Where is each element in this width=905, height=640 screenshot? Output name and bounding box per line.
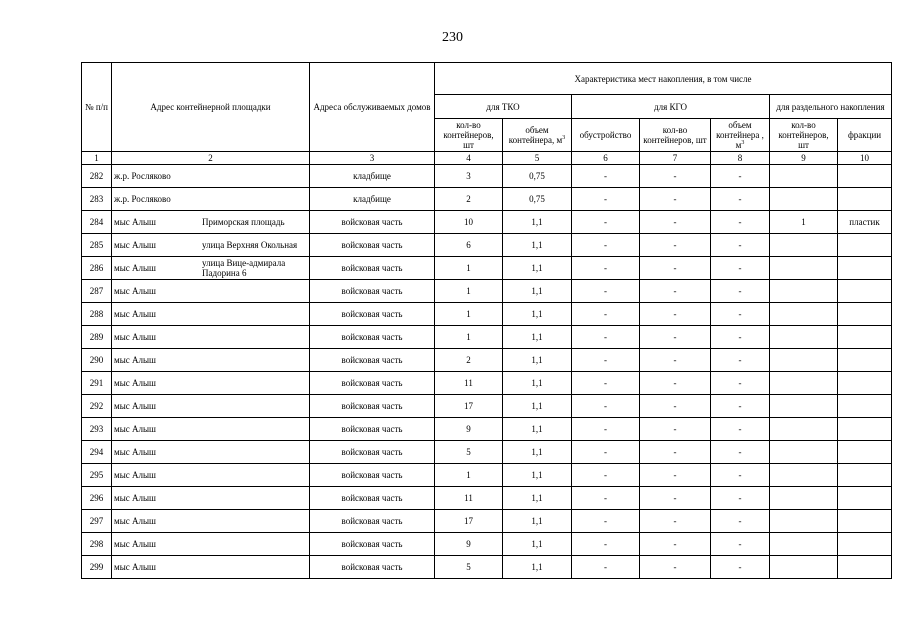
- site-street: Приморская площадь: [202, 217, 285, 227]
- column-number: 4: [435, 152, 503, 165]
- kgo-setup: -: [572, 395, 640, 418]
- row-number: 289: [82, 326, 112, 349]
- header-served: Адреса обслуживаемых домов: [310, 63, 435, 152]
- kgo-volume: -: [711, 556, 770, 579]
- kgo-volume: -: [711, 441, 770, 464]
- header-sep-fraction: фракции: [838, 119, 892, 152]
- kgo-count: -: [640, 441, 711, 464]
- sep-count: [770, 533, 838, 556]
- served-address: кладбище: [310, 188, 435, 211]
- kgo-setup: -: [572, 556, 640, 579]
- served-address: войсковая часть: [310, 303, 435, 326]
- site-address: [112, 441, 310, 464]
- tko-count: 17: [435, 395, 503, 418]
- site-locality: мыс Алыш: [114, 309, 156, 319]
- served-address: войсковая часть: [310, 257, 435, 280]
- served-address: войсковая часть: [310, 464, 435, 487]
- row-number: 298: [82, 533, 112, 556]
- tko-volume: 1,1: [503, 395, 572, 418]
- column-number: 6: [572, 152, 640, 165]
- site-address: [112, 280, 310, 303]
- table-row: [82, 165, 892, 188]
- tko-count: 9: [435, 533, 503, 556]
- kgo-count: -: [640, 188, 711, 211]
- site-address: [112, 211, 310, 234]
- sep-fraction: [838, 280, 892, 303]
- site-address: [112, 349, 310, 372]
- kgo-setup: -: [572, 372, 640, 395]
- tko-volume: 1,1: [503, 372, 572, 395]
- row-number: 288: [82, 303, 112, 326]
- tko-count: 17: [435, 510, 503, 533]
- site-locality: мыс Алыш: [114, 562, 156, 572]
- kgo-count: -: [640, 372, 711, 395]
- tko-count: 1: [435, 257, 503, 280]
- kgo-volume: -: [711, 211, 770, 234]
- row-number: 291: [82, 372, 112, 395]
- table-row: [82, 303, 892, 326]
- sep-fraction: [838, 510, 892, 533]
- kgo-count: -: [640, 556, 711, 579]
- served-address: войсковая часть: [310, 211, 435, 234]
- tko-count: 1: [435, 464, 503, 487]
- header-kgo-volume: [711, 119, 770, 152]
- kgo-count: -: [640, 418, 711, 441]
- table-row: [82, 441, 892, 464]
- tko-volume: 1,1: [503, 326, 572, 349]
- table-row: [82, 326, 892, 349]
- header-tko-count: кол-во контейнеров, шт: [435, 119, 503, 152]
- site-address: [112, 165, 310, 188]
- kgo-volume: -: [711, 188, 770, 211]
- kgo-volume: -: [711, 510, 770, 533]
- site-address: [112, 188, 310, 211]
- sep-count: [770, 280, 838, 303]
- kgo-count: -: [640, 464, 711, 487]
- tko-count: 2: [435, 349, 503, 372]
- kgo-setup: -: [572, 326, 640, 349]
- row-number: 294: [82, 441, 112, 464]
- table-row: [82, 234, 892, 257]
- kgo-count: -: [640, 395, 711, 418]
- kgo-volume: -: [711, 280, 770, 303]
- site-address: [112, 556, 310, 579]
- sep-fraction: [838, 349, 892, 372]
- sep-fraction: пластик: [838, 211, 892, 234]
- sep-count: [770, 441, 838, 464]
- tko-volume: 1,1: [503, 349, 572, 372]
- served-address: войсковая часть: [310, 441, 435, 464]
- sep-fraction: [838, 556, 892, 579]
- header-characteristics: Характеристика мест накопления, в том числе: [435, 63, 892, 95]
- tko-volume: 1,1: [503, 464, 572, 487]
- site-locality: мыс Алыш: [114, 470, 156, 480]
- header-tko-volume-text: объем контейнера, м: [508, 125, 563, 145]
- tko-count: 3: [435, 165, 503, 188]
- kgo-setup: -: [572, 211, 640, 234]
- sep-count: [770, 487, 838, 510]
- kgo-volume: -: [711, 533, 770, 556]
- row-number: 285: [82, 234, 112, 257]
- kgo-setup: -: [572, 464, 640, 487]
- kgo-count: -: [640, 211, 711, 234]
- served-address: войсковая часть: [310, 487, 435, 510]
- site-address: [112, 418, 310, 441]
- sep-count: [770, 349, 838, 372]
- kgo-count: -: [640, 510, 711, 533]
- row-number: 292: [82, 395, 112, 418]
- table-row: [82, 464, 892, 487]
- kgo-volume: -: [711, 349, 770, 372]
- served-address: войсковая часть: [310, 234, 435, 257]
- site-address: [112, 464, 310, 487]
- site-locality: мыс Алыш: [114, 401, 156, 411]
- column-number: 9: [770, 152, 838, 165]
- site-locality: мыс Алыш: [114, 424, 156, 434]
- table-row: [82, 487, 892, 510]
- sep-fraction: [838, 418, 892, 441]
- kgo-volume: -: [711, 234, 770, 257]
- site-locality: мыс Алыш: [114, 493, 156, 503]
- column-number: 7: [640, 152, 711, 165]
- kgo-count: -: [640, 234, 711, 257]
- header-kgo: для КГО: [572, 95, 770, 119]
- sep-count: [770, 234, 838, 257]
- row-number: 290: [82, 349, 112, 372]
- tko-volume: 1,1: [503, 441, 572, 464]
- header-sep-count: кол-во контейнеров, шт: [770, 119, 838, 152]
- row-number: 297: [82, 510, 112, 533]
- served-address: войсковая часть: [310, 418, 435, 441]
- sep-fraction: [838, 234, 892, 257]
- tko-volume: 1,1: [503, 418, 572, 441]
- header-separate: для раздельного накопления: [770, 95, 892, 119]
- site-street: улица Вице-адмирала Падорина 6: [202, 258, 286, 278]
- table-header: [82, 63, 892, 165]
- kgo-count: -: [640, 349, 711, 372]
- kgo-setup: -: [572, 487, 640, 510]
- sep-fraction: [838, 188, 892, 211]
- served-address: войсковая часть: [310, 349, 435, 372]
- site-address: [112, 395, 310, 418]
- header-kgo-volume-text: объем контейнера , м: [716, 120, 764, 150]
- sep-count: [770, 418, 838, 441]
- sep-count: [770, 188, 838, 211]
- site-address: [112, 326, 310, 349]
- site-locality: мыс Алыш: [114, 447, 156, 457]
- column-number: 5: [503, 152, 572, 165]
- kgo-setup: -: [572, 418, 640, 441]
- sep-fraction: [838, 326, 892, 349]
- kgo-count: -: [640, 280, 711, 303]
- sep-count: [770, 165, 838, 188]
- kgo-volume: -: [711, 395, 770, 418]
- sep-fraction: [838, 257, 892, 280]
- served-address: войсковая часть: [310, 326, 435, 349]
- tko-count: 1: [435, 280, 503, 303]
- row-number: 299: [82, 556, 112, 579]
- site-locality: ж.р. Росляково: [114, 194, 171, 204]
- table-row: [82, 395, 892, 418]
- kgo-setup: -: [572, 303, 640, 326]
- kgo-count: -: [640, 487, 711, 510]
- tko-count: 11: [435, 372, 503, 395]
- tko-volume: 1,1: [503, 211, 572, 234]
- column-number: 10: [838, 152, 892, 165]
- tko-volume: 0,75: [503, 165, 572, 188]
- sep-count: [770, 372, 838, 395]
- table-row: [82, 418, 892, 441]
- header-kgo-count: кол-во контейнеров, шт: [640, 119, 711, 152]
- table-row: [82, 349, 892, 372]
- kgo-volume: -: [711, 372, 770, 395]
- kgo-volume: -: [711, 165, 770, 188]
- page-number: 230: [442, 30, 463, 45]
- column-number: 1: [82, 152, 112, 165]
- kgo-volume: -: [711, 418, 770, 441]
- site-address: [112, 372, 310, 395]
- tko-count: 10: [435, 211, 503, 234]
- table-row: [82, 257, 892, 280]
- table-row: [82, 556, 892, 579]
- sep-count: [770, 257, 838, 280]
- row-number: 295: [82, 464, 112, 487]
- column-number: 3: [310, 152, 435, 165]
- kgo-count: -: [640, 326, 711, 349]
- tko-count: 5: [435, 441, 503, 464]
- sep-count: [770, 303, 838, 326]
- tko-volume: 1,1: [503, 533, 572, 556]
- served-address: войсковая часть: [310, 280, 435, 303]
- kgo-volume: -: [711, 487, 770, 510]
- kgo-setup: -: [572, 533, 640, 556]
- kgo-count: -: [640, 257, 711, 280]
- sep-count: [770, 395, 838, 418]
- site-locality: мыс Алыш: [114, 263, 156, 273]
- kgo-volume: -: [711, 326, 770, 349]
- kgo-setup: -: [572, 510, 640, 533]
- row-number: 284: [82, 211, 112, 234]
- kgo-count: -: [640, 165, 711, 188]
- row-number: 287: [82, 280, 112, 303]
- served-address: кладбище: [310, 165, 435, 188]
- row-number: 296: [82, 487, 112, 510]
- served-address: войсковая часть: [310, 533, 435, 556]
- tko-volume: 1,1: [503, 257, 572, 280]
- served-address: войсковая часть: [310, 510, 435, 533]
- kgo-setup: -: [572, 234, 640, 257]
- waste-sites-table: [81, 62, 892, 579]
- kgo-setup: -: [572, 257, 640, 280]
- served-address: войсковая часть: [310, 556, 435, 579]
- table-row: [82, 533, 892, 556]
- sep-fraction: [838, 464, 892, 487]
- column-number-row: [82, 152, 892, 165]
- tko-volume: 1,1: [503, 234, 572, 257]
- sep-count: [770, 326, 838, 349]
- header-address: Адрес контейнерной площадки: [112, 63, 310, 152]
- site-locality: мыс Алыш: [114, 378, 156, 388]
- site-locality: мыс Алыш: [114, 240, 156, 250]
- table-body: [82, 165, 892, 579]
- row-number: 286: [82, 257, 112, 280]
- row-number: 282: [82, 165, 112, 188]
- site-street: улица Верхняя Окольная: [202, 240, 298, 250]
- kgo-setup: -: [572, 349, 640, 372]
- site-address: [112, 533, 310, 556]
- table-row: [82, 188, 892, 211]
- tko-volume: 1,1: [503, 487, 572, 510]
- sep-count: [770, 464, 838, 487]
- sep-fraction: [838, 533, 892, 556]
- tko-count: 11: [435, 487, 503, 510]
- sep-fraction: [838, 372, 892, 395]
- site-address: [112, 303, 310, 326]
- kgo-count: -: [640, 533, 711, 556]
- tko-count: 5: [435, 556, 503, 579]
- kgo-setup: -: [572, 165, 640, 188]
- site-locality: ж.р. Росляково: [114, 171, 171, 181]
- served-address: войсковая часть: [310, 395, 435, 418]
- tko-count: 2: [435, 188, 503, 211]
- site-address: [112, 257, 310, 280]
- table-row: [82, 510, 892, 533]
- row-number: 293: [82, 418, 112, 441]
- row-number: 283: [82, 188, 112, 211]
- tko-volume: 1,1: [503, 280, 572, 303]
- site-locality: мыс Алыш: [114, 286, 156, 296]
- kgo-volume: -: [711, 464, 770, 487]
- header-num: № п/п: [82, 63, 112, 152]
- kgo-setup: -: [572, 188, 640, 211]
- site-locality: мыс Алыш: [114, 516, 156, 526]
- sep-fraction: [838, 395, 892, 418]
- site-address: [112, 487, 310, 510]
- kgo-volume: -: [711, 303, 770, 326]
- sep-fraction: [838, 487, 892, 510]
- kgo-setup: -: [572, 280, 640, 303]
- sep-fraction: [838, 303, 892, 326]
- header-tko-volume-sup: 3: [562, 135, 566, 141]
- site-locality: мыс Алыш: [114, 217, 156, 227]
- header-kgo-volume-sup: 3: [741, 140, 745, 146]
- header-kgo-setup: обустройство: [572, 119, 640, 152]
- tko-count: 9: [435, 418, 503, 441]
- served-address: войсковая часть: [310, 372, 435, 395]
- sep-count: 1: [770, 211, 838, 234]
- table-row: [82, 211, 892, 234]
- tko-count: 1: [435, 326, 503, 349]
- tko-volume: 0,75: [503, 188, 572, 211]
- site-address: [112, 234, 310, 257]
- site-locality: мыс Алыш: [114, 332, 156, 342]
- sep-fraction: [838, 165, 892, 188]
- tko-count: 6: [435, 234, 503, 257]
- site-locality: мыс Алыш: [114, 539, 156, 549]
- header-tko-volume: [503, 119, 572, 152]
- table-row: [82, 372, 892, 395]
- site-locality: мыс Алыш: [114, 355, 156, 365]
- kgo-count: -: [640, 303, 711, 326]
- column-number: 2: [112, 152, 310, 165]
- table-row: [82, 280, 892, 303]
- tko-volume: 1,1: [503, 556, 572, 579]
- tko-count: 1: [435, 303, 503, 326]
- kgo-setup: -: [572, 441, 640, 464]
- tko-volume: 1,1: [503, 510, 572, 533]
- sep-fraction: [838, 441, 892, 464]
- tko-volume: 1,1: [503, 303, 572, 326]
- sep-count: [770, 556, 838, 579]
- kgo-volume: -: [711, 257, 770, 280]
- header-tko: для ТКО: [435, 95, 572, 119]
- sep-count: [770, 510, 838, 533]
- site-address: [112, 510, 310, 533]
- column-number: 8: [711, 152, 770, 165]
